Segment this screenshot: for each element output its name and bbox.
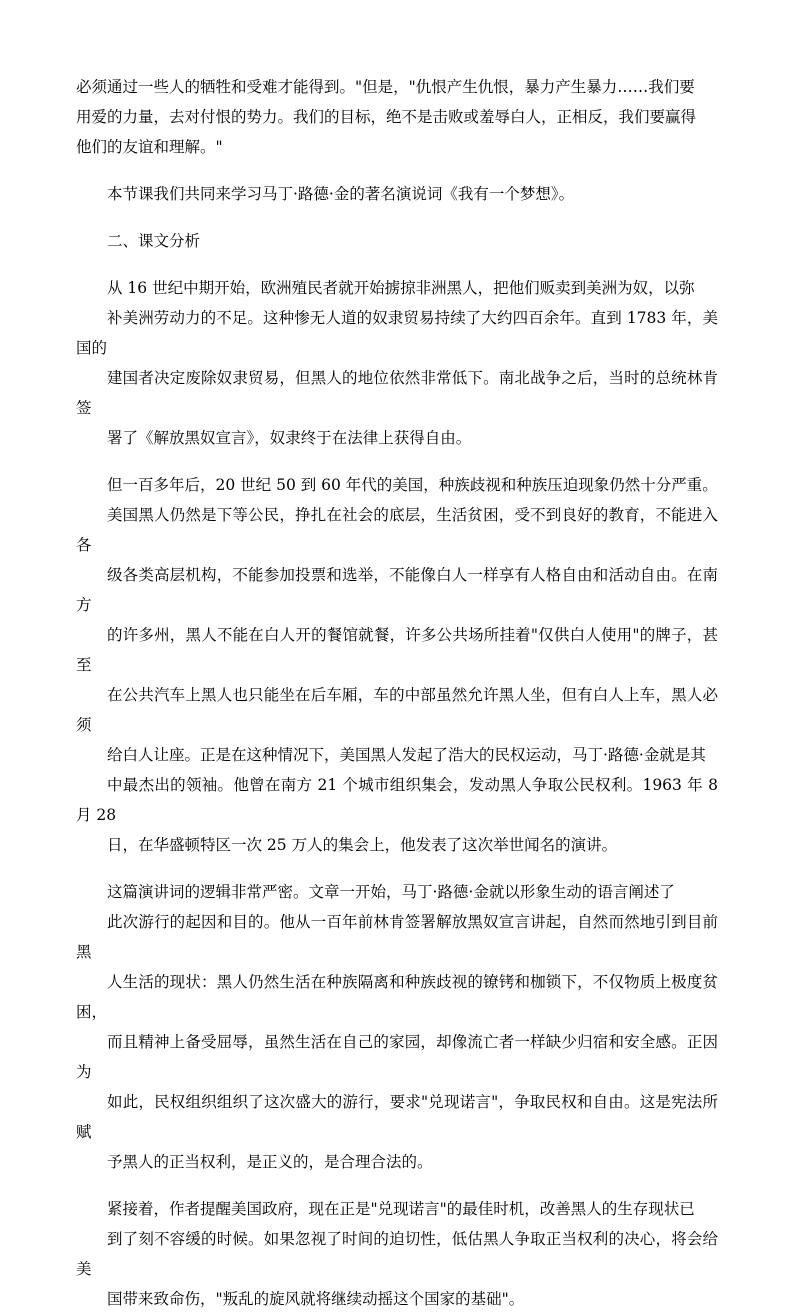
- text-line: 美国黑人仍然是下等公民，挣扎在社会的底层，生活贫困，受不到良好的教育，不能进入各: [76, 506, 718, 554]
- text-line: 这篇演讲词的逻辑非常严密。文章一开始，马丁·路德·金就以形象生动的语言阐述了: [107, 883, 675, 901]
- text-line: 到了刻不容缓的时候。如果忽视了时间的迫切性，低估黑人争取正当权利的决心，将会给美: [76, 1230, 718, 1278]
- paragraph-urgency: [76, 1194, 718, 1314]
- text-line: 紧接着，作者提醒美国政府，现在正是"兑现诺言"的最佳时机，改善黑人的生存现状已: [107, 1200, 695, 1218]
- text-line: 必须通过一些人的牺牲和受难才能得到。"但是，"仇恨产生仇恨，暴力产生暴力……我们要: [76, 78, 695, 96]
- text-line: 用爱的力量，去对付恨的势力。我们的目标，绝不是击败或羞辱白人，正相反，我们要赢得: [76, 108, 697, 126]
- text-line: 此次游行的起因和目的。他从一百年前林肯签署解放黑奴宣言讲起，自然而然地引到目前黑: [76, 913, 718, 961]
- text-line: 但一百多年后，20 世纪 50 到 60 年代的美国，种族歧视和种族压迫现象仍然十分严重。: [107, 476, 718, 494]
- text-line: 如此，民权组织组织了这次盛大的游行，要求"兑现诺言"，争取民权和自由。这是宪法所赋: [76, 1093, 718, 1141]
- text-line: 人生活的现状：黑人仍然生活在种族隔离和种族歧视的镣铐和枷锁下，不仅物质上极度贫困，: [76, 973, 718, 1021]
- text-line: 从 16 世纪中期开始，欧洲殖民者就开始掳掠非洲黑人，把他们贩卖到美洲为奴，以弥: [107, 279, 695, 297]
- paragraph-quote-continuation: [76, 72, 718, 162]
- text-line: 本节课我们共同来学习马丁·路德·金的著名演说词《我有一个梦想》。: [107, 185, 575, 203]
- paragraph-lesson-intro: [76, 179, 718, 209]
- text-line: 补美洲劳动力的不足。这种惨无人道的奴隶贸易持续了大约四百余年。直到 1783 年，美国的: [76, 309, 718, 357]
- paragraph-speech-logic: [76, 877, 718, 1177]
- text-line: 在公共汽车上黑人也只能坐在后车厢，车的中部虽然允许黑人坐，但有白人上车，黑人必须: [76, 686, 718, 734]
- text-line: 级各类高层机构，不能参加投票和选举，不能像白人一样享有人格自由和活动自由。在南方: [76, 566, 718, 614]
- paragraph-civil-rights: [76, 470, 718, 860]
- text-line: 中最杰出的领袖。他曾在南方 21 个城市组织集会，发动黑人争取公民权利。1963 年 8 月 28: [76, 776, 718, 824]
- text-line: 而且精神上备受屈辱，虽然生活在自己的家园，却像流亡者一样缺少归宿和安全感。正因为: [76, 1033, 718, 1081]
- text-line: 国带来致命伤，"叛乱的旋风就将继续动摇这个国家的基础"。: [107, 1290, 525, 1308]
- text-line: 给白人让座。正是在这种情况下，美国黑人发起了浩大的民权运动，马丁·路德·金就是其: [107, 746, 706, 764]
- section-heading-text: 二、课文分析: [107, 232, 201, 250]
- text-line: 的许多州，黑人不能在白人开的餐馆就餐，许多公共场所挂着"仅供白人使用"的牌子，甚至: [76, 626, 718, 674]
- text-line: 建国者决定废除奴隶贸易，但黑人的地位依然非常低下。南北战争之后，当时的总统林肯签: [76, 369, 718, 417]
- text-line: 予黑人的正当权利，是正义的，是合理合法的。: [107, 1153, 433, 1171]
- text-line: 他们的友谊和理解。": [76, 138, 223, 156]
- paragraph-history: [76, 273, 718, 453]
- text-line: 署了《解放黑奴宣言》，奴隶终于在法律上获得自由。: [107, 429, 472, 447]
- text-line: 日，在华盛顿特区一次 25 万人的集会上，他发表了这次举世闻名的演讲。: [107, 836, 618, 854]
- section-heading: [76, 226, 718, 256]
